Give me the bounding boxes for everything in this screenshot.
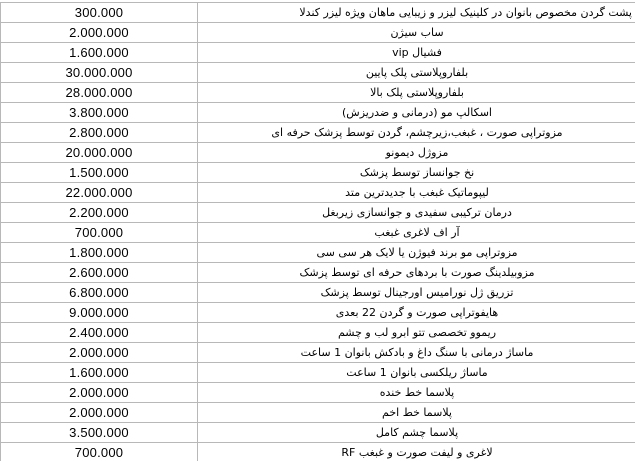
price-cell[interactable]: 22.000.000 bbox=[1, 183, 198, 203]
service-cell[interactable]: ریموو تخصصی تتو ابرو لب و چشم bbox=[198, 323, 635, 343]
price-cell[interactable]: 700.000 bbox=[1, 443, 198, 461]
price-cell[interactable]: 3.800.000 bbox=[1, 103, 198, 123]
service-cell[interactable]: مزوتراپی مو برند فیوژن یا لایک هر سی سی bbox=[198, 243, 635, 263]
service-cell[interactable]: ساب سیژن bbox=[198, 23, 635, 43]
service-cell[interactable]: نخ جوانساز توسط پزشک bbox=[198, 163, 635, 183]
service-cell[interactable]: درمان ترکیبی سفیدی و جوانسازی زیربغل bbox=[198, 203, 635, 223]
table-row bbox=[1, 243, 635, 263]
service-cell[interactable]: آر اف لاغری غبغب bbox=[198, 223, 635, 243]
table-row bbox=[1, 223, 635, 243]
service-cell[interactable]: پلاسما چشم کامل bbox=[198, 423, 635, 443]
service-cell[interactable]: تزریق ژل نورامیس اورجینال توسط پزشک bbox=[198, 283, 635, 303]
service-cell[interactable]: ماساژ ریلکسی بانوان 1 ساعت bbox=[198, 363, 635, 383]
price-cell[interactable]: 2.400.000 bbox=[1, 323, 198, 343]
service-cell[interactable]: مزوتراپی صورت ، غبغب،زیرچشم، گردن توسط پزشک حرفه ای bbox=[198, 123, 635, 143]
service-cell[interactable]: مزوژل دیمونو bbox=[198, 143, 635, 163]
price-cell[interactable]: 1.600.000 bbox=[1, 43, 198, 63]
table-row bbox=[1, 83, 635, 103]
table-row bbox=[1, 23, 635, 43]
table-row bbox=[1, 103, 635, 123]
service-cell[interactable]: فشیال vip bbox=[198, 43, 635, 63]
table-row bbox=[1, 63, 635, 83]
service-cell[interactable]: بلفاروپلاستی پلک بالا bbox=[198, 83, 635, 103]
price-cell[interactable]: 2.200.000 bbox=[1, 203, 198, 223]
service-cell[interactable]: ماساژ درمانی با سنگ داغ و بادکش بانوان 1 ساعت bbox=[198, 343, 635, 363]
service-cell[interactable]: لیپوماتیک غبغب با جدیدترین متد bbox=[198, 183, 635, 203]
table-row bbox=[1, 43, 635, 63]
price-table-body bbox=[1, 3, 635, 461]
price-cell[interactable]: 9.000.000 bbox=[1, 303, 198, 323]
service-cell[interactable]: بلفاروپلاستی پلک پایین bbox=[198, 63, 635, 83]
price-cell[interactable]: 2.600.000 bbox=[1, 263, 198, 283]
table-row bbox=[1, 383, 635, 403]
price-cell[interactable]: 2.800.000 bbox=[1, 123, 198, 143]
price-cell[interactable]: 300.000 bbox=[1, 3, 198, 23]
price-cell[interactable]: 6.800.000 bbox=[1, 283, 198, 303]
table-row bbox=[1, 3, 635, 23]
price-table bbox=[0, 2, 635, 461]
table-row bbox=[1, 323, 635, 343]
table-row bbox=[1, 403, 635, 423]
service-cell[interactable]: اسکالپ مو (درمانی و ضدریزش) bbox=[198, 103, 635, 123]
table-row bbox=[1, 123, 635, 143]
table-row bbox=[1, 163, 635, 183]
table-row bbox=[1, 363, 635, 383]
table-row bbox=[1, 443, 635, 461]
service-cell[interactable]: پشت گردن مخصوص بانوان در کلینیک لیزر و زیبایی ماهان ویژه لیزر کندلا bbox=[198, 3, 635, 23]
price-cell[interactable]: 30.000.000 bbox=[1, 63, 198, 83]
table-row bbox=[1, 183, 635, 203]
table-row bbox=[1, 343, 635, 363]
price-cell[interactable]: 28.000.000 bbox=[1, 83, 198, 103]
service-cell[interactable]: مزوبیلدینگ صورت با بردهای حرفه ای توسط پزشک bbox=[198, 263, 635, 283]
table-row bbox=[1, 423, 635, 443]
table-row bbox=[1, 283, 635, 303]
price-cell[interactable]: 2.000.000 bbox=[1, 403, 198, 423]
price-cell[interactable]: 1.500.000 bbox=[1, 163, 198, 183]
table-row bbox=[1, 263, 635, 283]
service-cell[interactable]: پلاسما خط اخم bbox=[198, 403, 635, 423]
price-cell[interactable]: 1.800.000 bbox=[1, 243, 198, 263]
table-row bbox=[1, 303, 635, 323]
table-row bbox=[1, 143, 635, 163]
service-cell[interactable]: هایفوتراپی صورت و گردن 22 بعدی bbox=[198, 303, 635, 323]
price-cell[interactable]: 700.000 bbox=[1, 223, 198, 243]
price-cell[interactable]: 2.000.000 bbox=[1, 23, 198, 43]
table-row bbox=[1, 203, 635, 223]
service-cell[interactable]: لاغری و لیفت صورت و غبغب RF bbox=[198, 443, 635, 461]
price-cell[interactable]: 2.000.000 bbox=[1, 343, 198, 363]
price-cell[interactable]: 1.600.000 bbox=[1, 363, 198, 383]
service-cell[interactable]: پلاسما خط خنده bbox=[198, 383, 635, 403]
price-cell[interactable]: 3.500.000 bbox=[1, 423, 198, 443]
price-cell[interactable]: 20.000.000 bbox=[1, 143, 198, 163]
price-cell[interactable]: 2.000.000 bbox=[1, 383, 198, 403]
